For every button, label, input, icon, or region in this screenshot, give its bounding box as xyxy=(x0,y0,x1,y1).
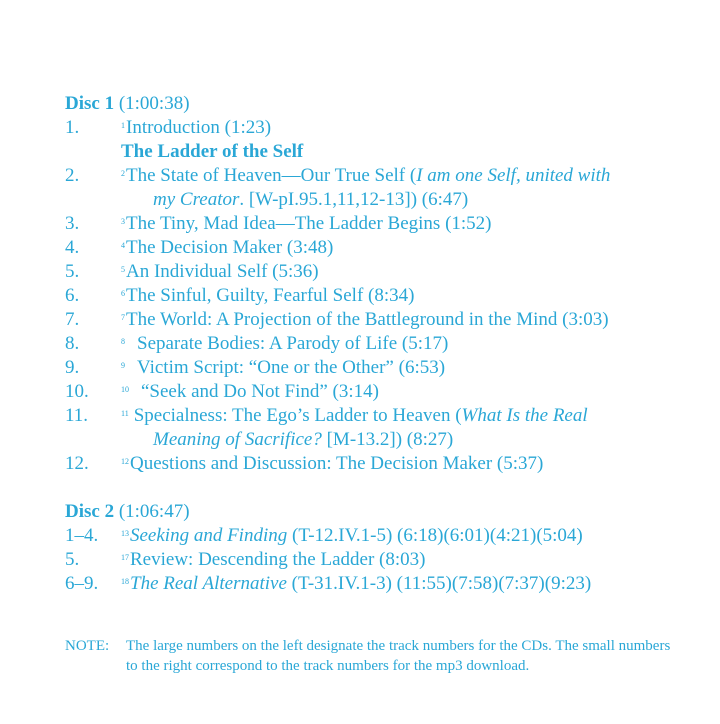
track-row xyxy=(65,356,705,380)
track-title-italic: Meaning of Sacrifice? xyxy=(153,429,322,450)
track-title: Victim Script: “One or the Other” (6:53) xyxy=(137,357,446,378)
track-number: 7. xyxy=(65,309,80,330)
disc-2-duration: (1:06:47) xyxy=(118,501,190,522)
disc-2-header xyxy=(65,500,705,524)
mp3-track-number: 18 xyxy=(121,577,129,586)
mp3-track-number: 11 xyxy=(121,409,129,418)
section-title: The Ladder of the Self xyxy=(121,141,304,162)
track-number: 8. xyxy=(65,333,80,354)
track-title: The Sinful, Guilty, Fearful Self (8:34) xyxy=(126,285,415,306)
track-row xyxy=(65,548,705,572)
mp3-track-number: 8 xyxy=(121,337,125,346)
mp3-track-number: 13 xyxy=(121,529,129,538)
track-number: 9. xyxy=(65,357,80,378)
track-title: The State of Heaven—Our True Self ( xyxy=(126,165,417,186)
track-title: (T-12.IV.1-5) (6:18)(6:01)(4:21)(5:04) xyxy=(287,525,583,546)
track-number: 10. xyxy=(65,381,89,402)
track-number: 1. xyxy=(65,117,80,138)
track-title-italic: What Is the Real xyxy=(461,405,588,426)
track-row-continuation xyxy=(65,188,705,212)
mp3-track-number: 6 xyxy=(121,289,125,298)
track-title-italic: I am one Self, united with xyxy=(416,165,611,186)
track-title: The World: A Projection of the Battleground in the Mind (3:03) xyxy=(126,309,609,330)
track-row xyxy=(65,452,705,476)
track-row xyxy=(65,572,705,596)
track-title: (T-31.IV.1-3) (11:55)(7:58)(7:37)(9:23) xyxy=(286,573,592,594)
track-number: 3. xyxy=(65,213,80,234)
track-title-italic: The Real Alternative xyxy=(130,573,287,594)
mp3-track-number: 1 xyxy=(121,121,125,130)
track-title: Separate Bodies: A Parody of Life (5:17) xyxy=(137,333,449,354)
track-number: 1–4. xyxy=(65,525,99,546)
disc-1-header xyxy=(65,92,705,116)
track-row xyxy=(65,212,705,236)
track-row xyxy=(65,308,705,332)
track-title: Specialness: The Ego’s Ladder to Heaven ( xyxy=(133,405,462,426)
mp3-track-number: 2 xyxy=(121,169,125,178)
mp3-track-number: 17 xyxy=(121,553,129,562)
mp3-track-number: 9 xyxy=(121,361,125,370)
mp3-track-number: 3 xyxy=(121,217,125,226)
mp3-track-number: 10 xyxy=(121,385,129,394)
disc-1-duration: (1:00:38) xyxy=(118,93,190,114)
disc-1-label: Disc 1 xyxy=(65,93,115,114)
note-label: NOTE: xyxy=(65,638,110,654)
track-title: Questions and Discussion: The Decision Maker (5:37) xyxy=(130,453,544,474)
track-row xyxy=(65,524,705,548)
track-row xyxy=(65,164,705,188)
track-title-italic: Seeking and Finding xyxy=(130,525,288,546)
track-row xyxy=(65,260,705,284)
track-row xyxy=(65,236,705,260)
track-number: 6–9. xyxy=(65,573,99,594)
track-title: An Individual Self (5:36) xyxy=(126,261,319,282)
mp3-track-number: 12 xyxy=(121,457,129,466)
track-row-continuation xyxy=(65,428,705,452)
track-title: . [W-pI.95.1,11,12-13]) (6:47) xyxy=(239,189,469,210)
mp3-track-number: 4 xyxy=(121,241,125,250)
track-title: “Seek and Do Not Find” (3:14) xyxy=(141,381,379,402)
mp3-track-number: 7 xyxy=(121,313,125,322)
mp3-track-number: 5 xyxy=(121,265,125,274)
track-row xyxy=(65,116,705,140)
track-number: 12. xyxy=(65,453,89,474)
track-row xyxy=(65,404,705,428)
note-text: The large numbers on the left designate the track numbers for the CDs. The small numbers to the right correspond to the track numbers for the mp3 download. xyxy=(126,638,671,674)
track-number: 5. xyxy=(65,549,80,570)
track-title-italic: my Creator xyxy=(153,189,240,210)
track-title: [M-13.2]) (8:27) xyxy=(321,429,454,450)
track-number: 5. xyxy=(65,261,80,282)
track-title: Introduction (1:23) xyxy=(126,117,272,138)
footnote xyxy=(65,636,675,676)
section-row xyxy=(65,140,705,164)
track-title: The Decision Maker (3:48) xyxy=(126,237,334,258)
track-title: Review: Descending the Ladder (8:03) xyxy=(130,549,426,570)
track-number: 2. xyxy=(65,165,80,186)
disc-2-label: Disc 2 xyxy=(65,501,115,522)
track-number: 6. xyxy=(65,285,80,306)
track-row xyxy=(65,380,705,404)
track-title: The Tiny, Mad Idea—The Ladder Begins (1:52) xyxy=(126,213,492,234)
track-row xyxy=(65,284,705,308)
track-number: 4. xyxy=(65,237,80,258)
track-list xyxy=(65,92,705,596)
track-number: 11. xyxy=(65,405,89,426)
track-row xyxy=(65,332,705,356)
